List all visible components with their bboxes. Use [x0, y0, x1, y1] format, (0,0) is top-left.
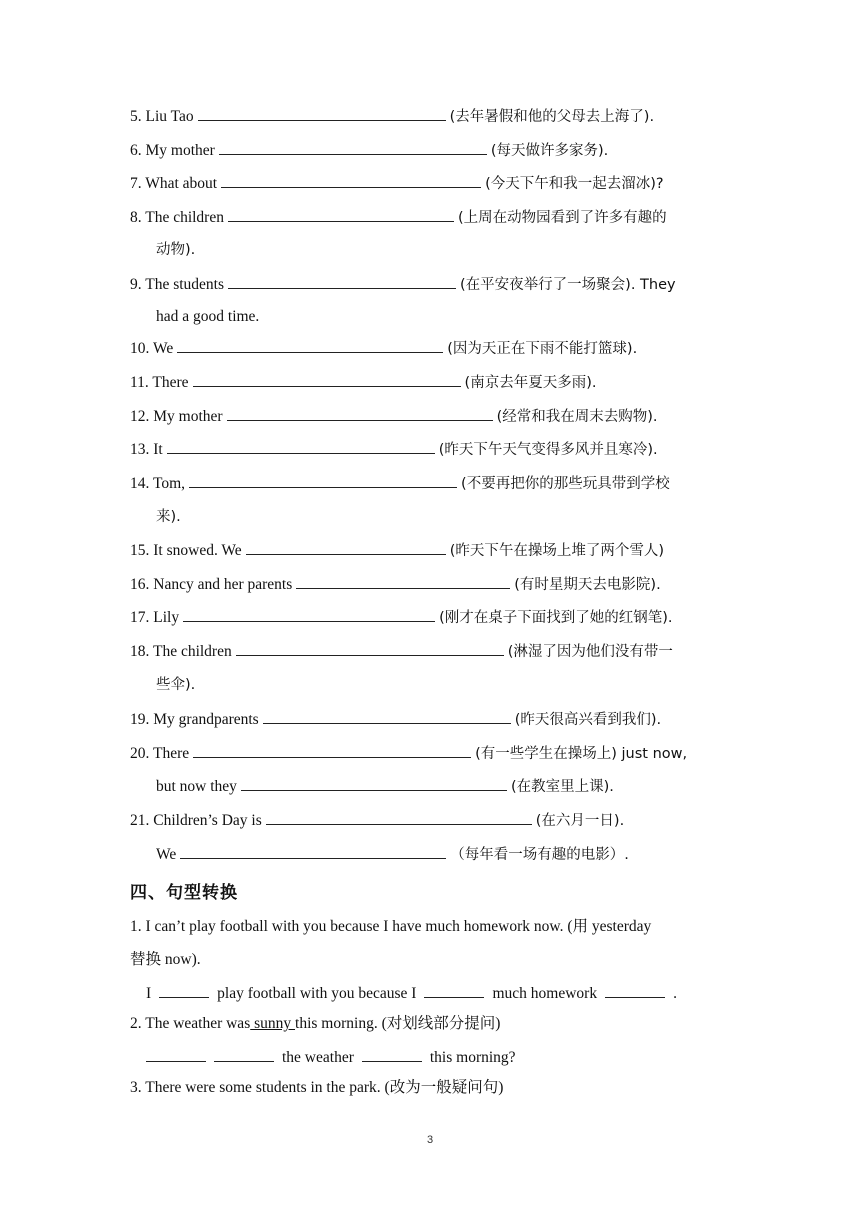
item-hint: (在六月一日). — [535, 813, 625, 829]
item-9-continuation: had a good time. — [156, 308, 260, 325]
item-hint: (淋湿了因为他们没有带一 — [507, 644, 673, 660]
item-hint: （每年看一场有趣的电影）. — [450, 847, 629, 863]
item-label: 16. Nancy and her parents — [130, 576, 293, 593]
answer-text: I — [146, 985, 152, 1002]
answer-blank[interactable] — [180, 844, 446, 859]
answer-blank[interactable] — [198, 106, 446, 121]
item-11 — [130, 372, 596, 393]
item-label: 10. We — [130, 340, 174, 357]
item-13 — [130, 439, 658, 460]
answer-blank[interactable] — [189, 473, 457, 488]
item-hint: (因为天正在下雨不能打篮球). — [447, 341, 638, 357]
item-hint: (昨天下午天气变得多风并且寒冷). — [438, 442, 658, 458]
item-15 — [130, 540, 664, 561]
item-label: 20. There — [130, 745, 190, 762]
item-hint: (不要再把你的那些玩具带到学校 — [461, 476, 670, 492]
item-label: 19. My grandparents — [130, 711, 259, 728]
question-3: 3. There were some students in the park. (改为一般疑问句) — [130, 1079, 504, 1096]
item-label: 18. The children — [130, 643, 232, 660]
answer-blank[interactable] — [193, 372, 461, 387]
answer-blank[interactable] — [183, 607, 435, 622]
item-label: 7. What about — [130, 175, 218, 192]
item-hint: (刚才在桌子下面找到了她的红钢笔). — [439, 610, 673, 626]
item-14 — [130, 473, 670, 494]
answer-blank[interactable] — [246, 540, 446, 555]
item-6 — [130, 140, 608, 161]
question-text: this morning. (对划线部分提问) — [295, 1015, 501, 1032]
question-1-answer — [146, 983, 677, 1004]
item-label: 15. It snowed. We — [130, 542, 242, 559]
item-20-continuation — [156, 776, 614, 797]
answer-blank[interactable] — [263, 709, 511, 724]
answer-blank[interactable] — [236, 641, 504, 656]
item-hint: (南京去年夏天多雨). — [464, 375, 597, 391]
item-label: 17. Lily — [130, 609, 180, 626]
page-number: 3 — [426, 1134, 434, 1146]
answer-text: the weather — [282, 1049, 354, 1066]
item-hint: (上周在动物园看到了许多有趣的 — [457, 210, 667, 226]
underlined-word: sunny — [250, 1015, 296, 1032]
answer-blank[interactable] — [228, 274, 456, 289]
answer-text: . — [673, 985, 677, 1002]
item-hint: (去年暑假和他的父母去上海了). — [449, 109, 655, 125]
section-heading: 四、句型转换 — [130, 883, 238, 903]
answer-blank[interactable] — [362, 1047, 422, 1062]
item-17 — [130, 607, 673, 628]
item-18-continuation: 些伞). — [156, 677, 196, 693]
question-1: 1. I can’t play football with you because I have much homework now. (用 yesterday — [130, 918, 652, 935]
answer-blank[interactable] — [221, 173, 481, 188]
question-1-continuation: 替换 now). — [130, 951, 201, 968]
answer-blank[interactable] — [424, 983, 484, 998]
item-hint: (有一些学生在操场上) just now, — [475, 746, 688, 762]
item-hint: (有时星期天去电影院). — [514, 577, 661, 593]
item-hint: (昨天很高兴看到我们). — [514, 712, 662, 728]
item-hint: (昨天下午在操场上堆了两个雪人) — [449, 543, 665, 559]
item-hint: (每天做许多家务). — [490, 143, 609, 159]
item-10 — [130, 338, 637, 359]
item-hint: (在教室里上课). — [510, 779, 614, 795]
item-20 — [130, 743, 687, 764]
item-8 — [130, 207, 667, 228]
answer-blank[interactable] — [219, 140, 487, 155]
answer-blank[interactable] — [227, 406, 493, 421]
item-21 — [130, 810, 624, 831]
answer-blank[interactable] — [146, 1047, 206, 1062]
item-7 — [130, 173, 664, 194]
item-18 — [130, 641, 673, 662]
item-label: 14. Tom, — [130, 475, 186, 492]
item-9 — [130, 274, 676, 295]
item-label: 9. The students — [130, 276, 224, 293]
answer-text: play football with you because I — [217, 985, 417, 1002]
answer-blank[interactable] — [193, 743, 471, 758]
answer-blank[interactable] — [177, 338, 443, 353]
question-2 — [130, 1014, 500, 1034]
item-label: but now they — [156, 778, 237, 795]
item-5 — [130, 106, 654, 127]
item-label: 12. My mother — [130, 408, 223, 425]
item-14-continuation: 来). — [156, 509, 181, 525]
answer-blank[interactable] — [296, 574, 510, 589]
answer-blank[interactable] — [167, 439, 435, 454]
answer-blank[interactable] — [241, 776, 507, 791]
answer-text: much homework — [492, 985, 598, 1002]
item-label: 21. Children’s Day is — [130, 812, 262, 829]
item-label: 6. My mother — [130, 142, 215, 159]
question-2-answer — [146, 1047, 516, 1068]
item-21-continuation — [156, 844, 629, 865]
question-text: 2. The weather was — [130, 1015, 251, 1032]
item-19 — [130, 709, 661, 730]
answer-text: this morning? — [429, 1049, 516, 1066]
answer-blank[interactable] — [228, 207, 454, 222]
item-16 — [130, 574, 661, 595]
item-hint: (今天下午和我一起去溜冰)? — [485, 176, 664, 192]
answer-blank[interactable] — [159, 983, 209, 998]
item-8-continuation: 动物). — [156, 242, 196, 258]
answer-blank[interactable] — [605, 983, 665, 998]
item-label: 5. Liu Tao — [130, 108, 194, 125]
item-hint: (在平安夜举行了一场聚会). They — [460, 277, 676, 293]
answer-blank[interactable] — [214, 1047, 274, 1062]
item-label: We — [156, 846, 177, 863]
item-hint: (经常和我在周末去购物). — [496, 409, 658, 425]
item-12 — [130, 406, 658, 427]
item-label: 13. It — [130, 441, 163, 458]
item-label: 8. The children — [130, 209, 224, 226]
answer-blank[interactable] — [266, 810, 532, 825]
item-label: 11. There — [130, 374, 189, 391]
